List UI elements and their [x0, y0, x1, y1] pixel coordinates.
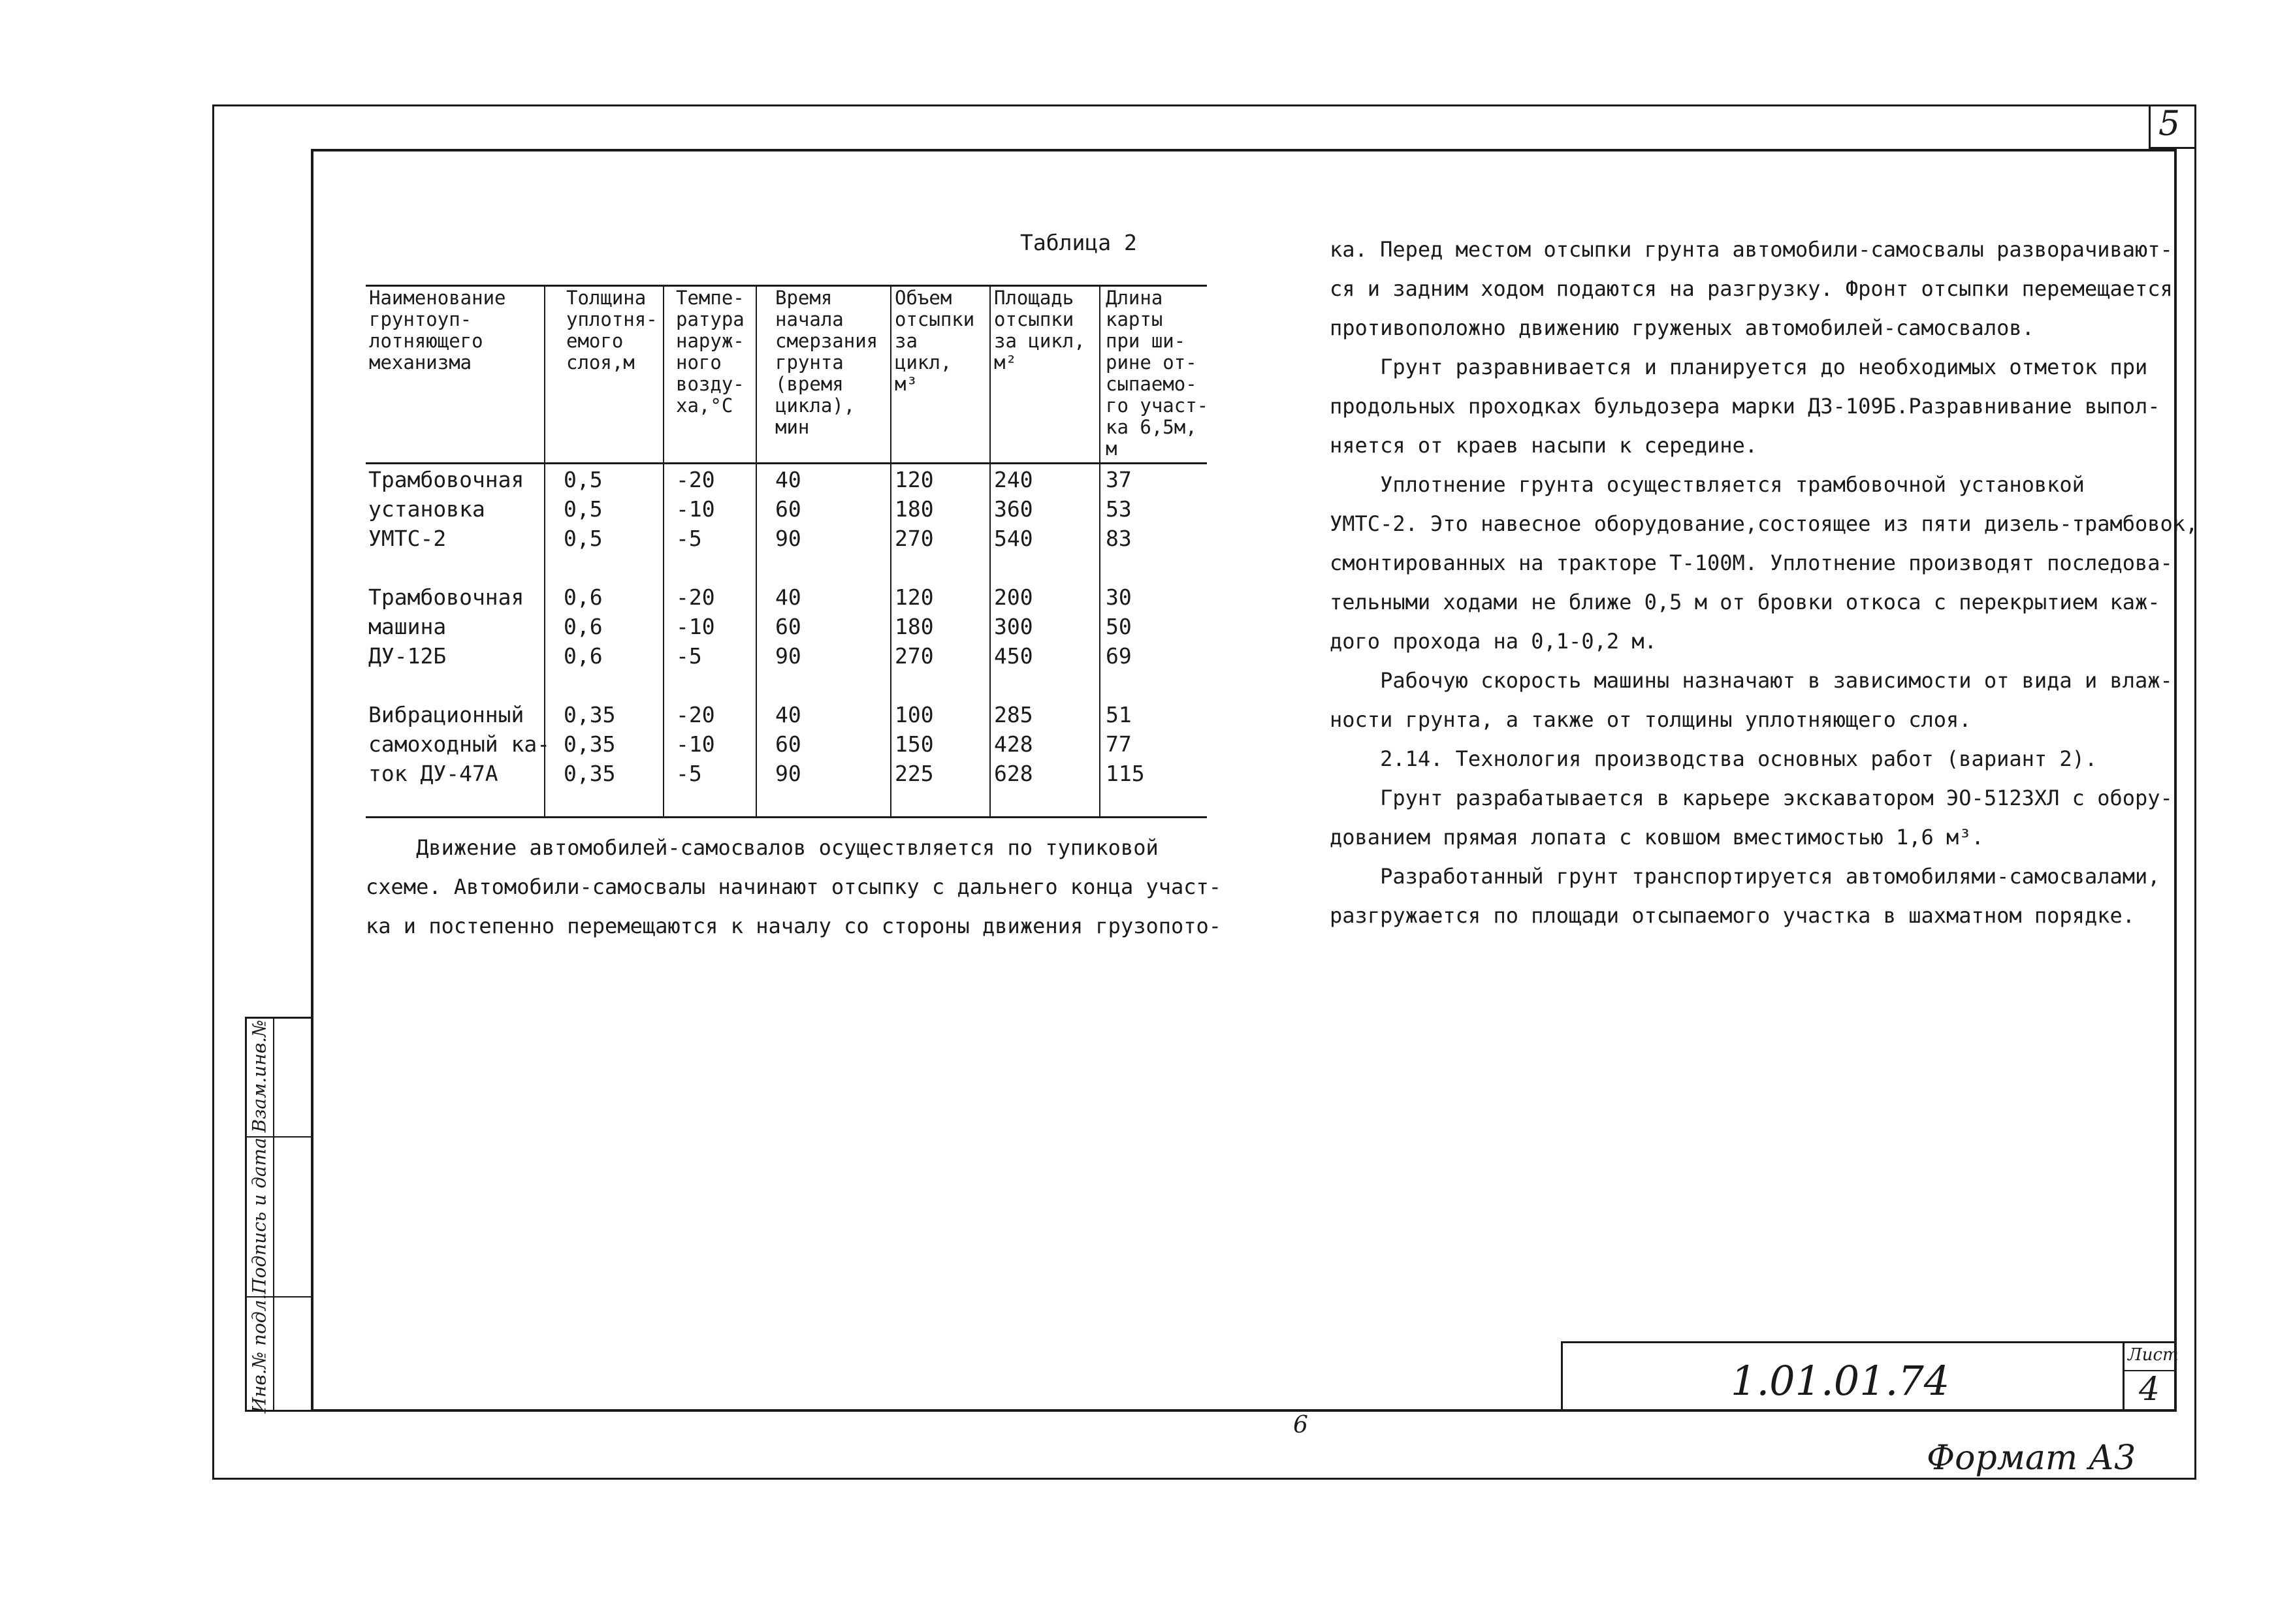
table-header-volume: Объем отсыпки за цикл, м³: [895, 287, 975, 395]
sheet-number: 5: [2158, 104, 2181, 144]
table-col-sep-6: [1099, 285, 1100, 818]
table-cell-thickness: 0,5 0,5 0,5: [564, 467, 603, 551]
right-column-text: ка. Перед местом отсыпки грунта автомобили-самосвалы разворачивают- ся и задним ходом подаются на разгрузку. Фронт отсыпки перемещается противоположно движению груженых автомобилей-самосвалов. Грунт разравнивается и планируется до необходимых отметок при продольных проходках бульдозера марки ДЗ-109Б.Разравнивание выпол- няется от краев насыпи к середине. Уплотнение грунта осуществляется трамбовочной установкой УМТС-2. Это навесное оборудование,состоящее из пяти дизель-трамбовок, смонтированных на тракторе Т-100М. Уплотнение производят последова- тельными ходами не ближе 0,5 м от бровки откоса с перекрытием каж- дого прохода на 0,1-0,2 м. Рабочую скорость машины назначают в зависимости от вида и влаж- ности грунта, а также от толщины уплотняющего слоя. 2.14. Технология производства основных работ (вариант 2). Грунт разрабатывается в карьере экскаватором ЭО-5123ХЛ с обору- дованием прямая лопата с ковшом вместимостью 1,6 м³. Разработанный грунт транспортируется автомобилями-самосвалами, разгружается по площади отсыпаемого участка в шахматном порядке.: [1330, 237, 2198, 928]
table-header-freeze-time: Время начала смерзания грунта (время цикла), мин: [775, 287, 878, 438]
side-stamp-field-3: Взам.инв.№: [248, 1019, 270, 1133]
table-cell-length: 30 50 69: [1106, 584, 1132, 669]
table-cell-volume: 120 180 270: [895, 467, 934, 551]
side-stamp-col-sep: [273, 1017, 274, 1412]
table-bottom-rule: [366, 816, 1207, 818]
table-cell-thickness: 0,35 0,35 0,35: [564, 702, 616, 786]
side-stamp-field-2: Подпись и дата: [248, 1138, 270, 1294]
table-cell-area: 200 300 450: [994, 584, 1033, 669]
document-code: 1.01.01.74: [1731, 1357, 1950, 1405]
table-header-temperature: Темпе- ратура наруж- ного возду- ха,°С: [676, 287, 745, 417]
table-cell-temp: -20 -10 -5: [676, 584, 715, 669]
table-cell-name: Трамбовочная установка УМТС-2: [368, 467, 524, 551]
table-cell-volume: 100 150 225: [895, 702, 934, 786]
table-header-length: Длина карты при ши- рине от- сыпаемо- го участ- ка 6,5м, м: [1106, 287, 1209, 460]
format-label: Формат А3: [1927, 1439, 2136, 1478]
table-col-sep-5: [989, 285, 991, 818]
outer-frame-left: [212, 104, 214, 1480]
table-cell-temp: -20 -10 -5: [676, 702, 715, 786]
table-header-mechanism: Наименование грунтоуп- лотняющего механизма: [369, 287, 506, 374]
table-cell-time: 40 60 90: [775, 467, 801, 551]
sheet-value: 4: [2139, 1370, 2160, 1408]
inner-frame-top: [312, 149, 2177, 151]
table-col-sep-2: [663, 285, 664, 818]
title-block-sep: [2123, 1341, 2125, 1410]
page-bottom-number: 6: [1293, 1412, 1308, 1439]
table-cell-thickness: 0,6 0,6 0,6: [564, 584, 603, 669]
table-header-rule: [366, 462, 1207, 464]
sheet-label: Лист: [2128, 1345, 2179, 1365]
table-cell-length: 37 53 83: [1106, 467, 1132, 551]
side-stamp-field-1: Инв.№ подл.: [248, 1294, 270, 1414]
table-cell-temp: -20 -10 -5: [676, 467, 715, 551]
table-cell-volume: 120 180 270: [895, 584, 934, 669]
outer-frame-bottom: [212, 1478, 2196, 1480]
table-cell-area: 240 360 540: [994, 467, 1033, 551]
left-paragraph: Движение автомобилей-самосвалов осуществляется по тупиковой схеме. Автомобили-самосвалы начинают отсыпку с дальнего конца участ- ка и постепенно перемещаются к началу со стороны движения грузопото-: [366, 835, 1222, 938]
table-col-sep-3: [756, 285, 757, 818]
table-cell-name: Трамбовочная машина ДУ-12Б: [368, 584, 524, 669]
table-cell-time: 40 60 90: [775, 702, 801, 786]
table-col-sep-4: [890, 285, 891, 818]
table-cell-area: 285 428 628: [994, 702, 1033, 786]
outer-frame-top: [214, 104, 2196, 106]
table-header-thickness: Толщина уплотня- емого слоя,м: [566, 287, 658, 374]
table-cell-time: 40 60 90: [775, 584, 801, 669]
table-cell-name: Вибрационный самоходный ка- ток ДУ-47А: [368, 702, 551, 786]
table-header-area: Площадь отсыпки за цикл, м²: [994, 287, 1085, 374]
table-cell-length: 51 77 115: [1106, 702, 1145, 786]
table-caption: Таблица 2: [1020, 230, 1137, 255]
